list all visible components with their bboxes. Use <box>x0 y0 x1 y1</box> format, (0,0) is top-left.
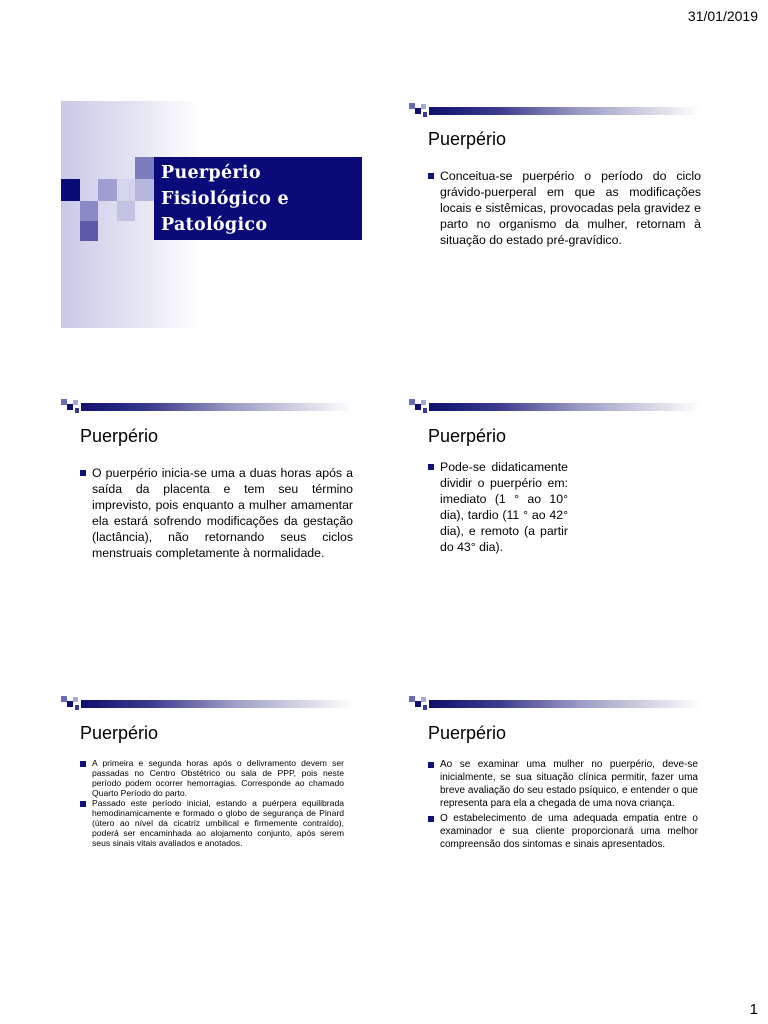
slide-header-bar <box>429 700 701 708</box>
slide-title-main: Puerpério Fisiológico e Patológico <box>161 163 289 235</box>
decorative-square <box>135 157 154 179</box>
slide-title: Puerpério <box>428 723 507 743</box>
decorative-square <box>117 179 135 201</box>
slide-title: Puerpério <box>80 723 159 743</box>
slide-header-icon <box>61 695 83 711</box>
slide-header <box>409 398 701 414</box>
slide-header <box>409 102 701 118</box>
slide-header-icon <box>409 398 431 414</box>
slide-5 <box>61 695 353 848</box>
page-date: 31/01/2019 <box>687 8 758 24</box>
bullet-item: Conceitua-se puerpério o período do ciclo grávido-puerperal em que as modificações locais e sistêmicas, provocadas pela gravidez e parto no organismo da mulher, retornam à situação do estado pré-gravídico. <box>428 168 701 248</box>
decorative-square <box>80 221 98 241</box>
slide-header-icon <box>409 102 431 118</box>
slide-6 <box>409 695 701 851</box>
slide-header-icon <box>409 695 431 711</box>
page-number: 1 <box>749 1001 758 1018</box>
title-slide <box>61 101 363 328</box>
slide-header-icon <box>61 398 83 414</box>
slide-3 <box>61 398 353 561</box>
bullet-list <box>428 168 701 248</box>
decorative-square <box>61 179 80 201</box>
bullet-item: O estabelecimento de uma adequada empatia entre o examinador e sua cliente proporcionará uma melhor compreensão dos sintomas e sinais apresentados. <box>428 812 698 851</box>
slide-4 <box>409 398 701 555</box>
slide-header <box>61 695 353 711</box>
bullet-item: O puerpério inicia-se uma a duas horas após a saída da placenta e tem seu término imprevisto, pois enquanto a mulher amamentar ela estará sofrendo modificações da gestação (lactância), não retornando seus ciclos menstruais completamente à normalidade. <box>80 465 353 561</box>
slide-header-bar <box>81 700 353 708</box>
bullet-list <box>80 465 353 561</box>
slide-header <box>409 695 701 711</box>
slide-header-bar <box>429 107 701 115</box>
slide-2 <box>409 102 701 248</box>
bullet-item: A primeira e segunda horas após o delivramento devem ser passadas no Centro Obstétrico ou sala de PPP, pois neste período podem ocorrer hemorragias. Corresponde ao chamado Quarto Período do parto. <box>80 758 344 798</box>
decorative-square <box>98 179 117 201</box>
decorative-square <box>135 179 154 201</box>
bullet-item: Pode-se didaticamente dividir o puerpério em: imediato (1 ° ao 10° dia), tardio (11 ° ao 42° dia), e remoto (a partir do 43° dia). <box>428 459 568 555</box>
bullet-item: Ao se examinar uma mulher no puerpério, deve-se inicialmente, se sua situação clínica permitir, fazer uma breve avaliação do seu estado psíquico, e entender o que representa para ela a chegada de uma nova criança. <box>428 758 698 810</box>
slide-header <box>61 398 353 414</box>
bullet-list <box>428 459 568 555</box>
bullet-item: Passado este período inicial, estando a puérpera equilibrada hemodinamicamente e formado o globo de segurança de Pinard (útero ao nível da cicatriz umbilical e firmemente contraído), poderá ser encaminhada ao alojamento conjunto, após serem seus sinais vitais avaliados e anotados. <box>80 798 344 848</box>
slide-title: Puerpério <box>428 129 507 149</box>
bullet-list <box>428 758 698 851</box>
slide-title: Puerpério <box>428 426 507 446</box>
bullet-list <box>80 758 344 848</box>
slide-title: Puerpério <box>80 426 159 446</box>
slide-header-bar <box>429 403 701 411</box>
decorative-square <box>80 201 98 221</box>
decorative-square <box>117 201 135 221</box>
slide-header-bar <box>81 403 353 411</box>
